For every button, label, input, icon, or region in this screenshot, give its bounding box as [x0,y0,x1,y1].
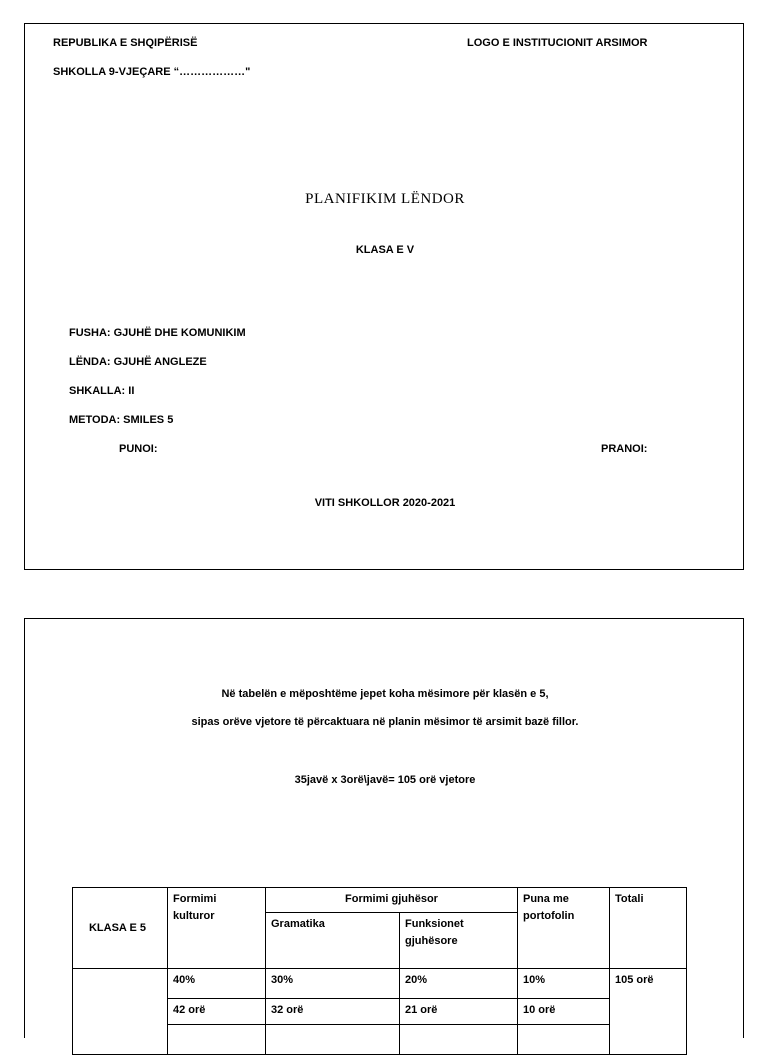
intro-line-2: sipas orëve vjetore të përcaktuara në planin mësimor të arsimit bazë fillor. [191,716,579,728]
pct-funksionet: 20% [400,969,518,999]
empty-cell [518,1025,610,1055]
hours-formula: 35javë x 3orë\javë= 105 orë vjetore [294,774,476,786]
ore-portofol: 10 orë [518,999,610,1025]
subject-label: LËNDA: GJUHË ANGLEZE [69,356,207,368]
empty-cell [266,1025,400,1055]
pct-portofol: 10% [518,969,610,999]
totali-value: 105 orë [610,969,687,1055]
empty-cell [168,1025,266,1055]
ore-kulturor: 42 orë [168,999,266,1025]
approved-by-label: PRANOI: [601,443,648,455]
empty-cell [73,969,168,1055]
school-name: SHKOLLA 9-VJEÇARE “………………" [53,66,251,78]
header-puna-portofolin: Puna me portofolin [518,888,610,969]
field-label: FUSHA: GJUHË DHE KOMUNIKIM [69,327,246,339]
pct-gramatika: 30% [266,969,400,999]
prepared-by-label: PUNOI: [119,443,158,455]
document-title: PLANIFIKIM LËNDOR [305,191,465,207]
school-year: VITI SHKOLLOR 2020-2021 [314,497,456,509]
header-totali: Totali [610,888,687,969]
method-label: METODA: SMILES 5 [69,414,174,426]
pct-kulturor: 40% [168,969,266,999]
empty-cell [400,1025,518,1055]
hours-table [72,887,687,1055]
header-formimi-gjuhesor: Formimi gjuhësor [266,888,518,913]
class-label: KLASA E V [355,244,415,256]
subheader-gramatika: Gramatika [266,913,400,969]
republika-heading: REPUBLIKA E SHQIPËRISË [53,37,198,49]
cover-page [24,23,744,570]
header-formimi-kulturor: Formimi kulturor [168,888,266,969]
ore-gramatika: 32 orë [266,999,400,1025]
logo-placeholder: LOGO E INSTITUCIONIT ARSIMOR [467,37,648,49]
planning-page [24,618,744,1038]
intro-line-1: Në tabelën e mëposhtëme jepet koha mësimore për klasën e 5, [221,688,549,700]
subheader-funksionet: Funksionet gjuhësore [400,913,518,969]
table-row-header: KLASA E 5 [73,888,168,969]
level-label: SHKALLA: II [69,385,135,397]
ore-funksionet: 21 orë [400,999,518,1025]
